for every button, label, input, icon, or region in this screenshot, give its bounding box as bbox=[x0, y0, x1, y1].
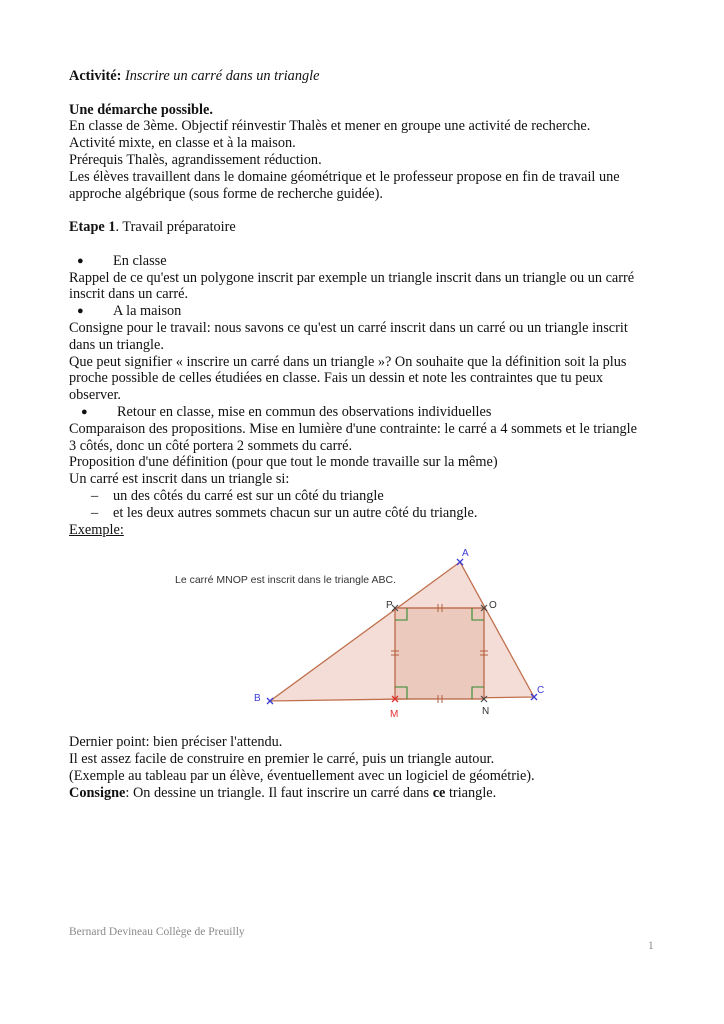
text-line: (Exemple au tableau par un élève, éventuellement avec un logiciel de géométrie). bbox=[69, 767, 535, 784]
section-heading-text: Une démarche possible. bbox=[69, 101, 213, 118]
text-line: Proposition d'une définition (pour que tout le monde travaille sur la même) bbox=[69, 454, 498, 471]
footer-author: Bernard Devineau Collège de Preuilly bbox=[69, 926, 245, 938]
dash-icon: – bbox=[91, 487, 99, 504]
etape-heading bbox=[69, 219, 659, 236]
activity-title bbox=[69, 68, 659, 85]
dash-item: – et les deux autres sommets chacun sur un autre côté du triangle. bbox=[91, 504, 478, 521]
bullet-retour: ● Retour en classe, mise en commun des observations individuelles bbox=[81, 403, 492, 420]
text-line: Il est assez facile de construire en premier le carré, puis un triangle autour. bbox=[69, 751, 495, 768]
label-n: N bbox=[482, 706, 490, 717]
dash-item: – un des côtés du carré est sur un côté du triangle bbox=[91, 487, 384, 504]
text-line: 3 côtés, donc un côté portera 2 sommets du carré. bbox=[69, 437, 353, 454]
page-number: 1 bbox=[648, 940, 654, 952]
bullet-dot-icon: ● bbox=[81, 405, 88, 418]
consigne-line: Consigne: On dessine un triangle. Il faut inscrire un carré dans ce triangle. bbox=[69, 784, 497, 801]
label-c: C bbox=[537, 685, 545, 696]
section-line: approche algébrique (sous forme de recherche guidée). bbox=[69, 185, 383, 202]
text-line: Consigne pour le travail: nous savons ce qu'est un carré inscrit dans un carré ou un triangle inscrit bbox=[69, 319, 628, 336]
bullet-en-classe: ● En classe bbox=[77, 252, 167, 269]
title-text: Inscrire un carré dans un triangle bbox=[124, 68, 320, 84]
etape-label: Etape 1 bbox=[69, 219, 116, 236]
label-p: P bbox=[386, 600, 393, 611]
geometry-figure bbox=[170, 545, 554, 725]
text-line: Un carré est inscrit dans un triangle si: bbox=[69, 471, 290, 488]
bullet-dot-icon: ● bbox=[77, 254, 84, 267]
bullet-a-la-maison: ● A la maison bbox=[77, 303, 182, 320]
section-heading bbox=[69, 102, 659, 119]
square-mnop bbox=[395, 608, 484, 699]
label-a: A bbox=[462, 548, 469, 559]
section-line: Activité mixte, en classe et à la maison. bbox=[69, 135, 296, 152]
figure-caption: Le carré MNOP est inscrit dans le triangle ABC. bbox=[175, 574, 396, 586]
label-m: M bbox=[390, 709, 399, 720]
title-label: Activité: bbox=[69, 68, 122, 84]
text-line: Rappel de ce qu'est un polygone inscrit par exemple un triangle inscrit dans un triangle ou un carré bbox=[69, 269, 635, 286]
exemple-label: Exemple: bbox=[69, 521, 124, 538]
text-line: observer. bbox=[69, 387, 122, 404]
text-line: Dernier point: bien préciser l'attendu. bbox=[69, 734, 283, 751]
text-line: Que peut signifier « inscrire un carré dans un triangle »? On souhaite que la définition soit la plus bbox=[69, 353, 627, 370]
section-line: Prérequis Thalès, agrandissement réduction. bbox=[69, 151, 322, 168]
section-line: Les élèves travaillent dans le domaine géométrique et le professeur propose en fin de travail une bbox=[69, 168, 620, 185]
bullet-dot-icon: ● bbox=[77, 305, 84, 318]
text-line: proche possible de celles étudiées en classe. Fais un dessin et note les contraintes que tu peux bbox=[69, 370, 603, 387]
section-line: En classe de 3ème. Objectif réinvestir Thalès et mener en groupe une activité de recherche. bbox=[69, 118, 591, 135]
dash-icon: – bbox=[91, 504, 99, 521]
label-o: O bbox=[489, 600, 497, 611]
etape-text: . Travail préparatoire bbox=[115, 219, 236, 236]
label-b: B bbox=[254, 693, 261, 704]
text-line: Comparaison des propositions. Mise en lumière d'une contrainte: le carré a 4 sommets et le triangle bbox=[69, 420, 637, 437]
text-line: inscrit dans un carré. bbox=[69, 286, 189, 303]
text-line: dans un triangle. bbox=[69, 336, 164, 353]
